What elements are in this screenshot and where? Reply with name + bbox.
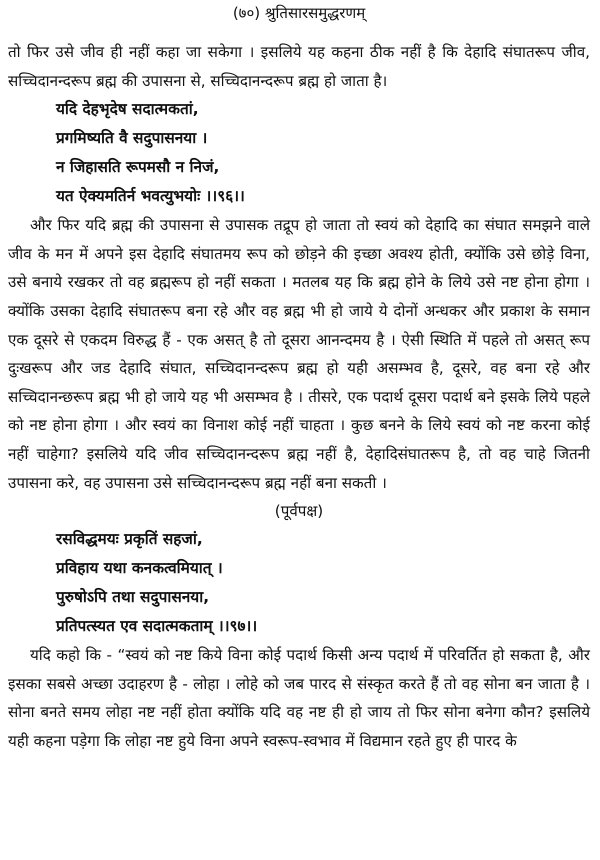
verse-97-line-3: पुरुषोऽपि तथा सदुपासनया,	[56, 588, 210, 607]
verse-97	[56, 525, 590, 641]
verse-96-line-1: यदि देहभृदेष सदात्मकतां,	[56, 100, 199, 119]
verse-96-line-3: न जिहासति रूपमसौ न निजं,	[56, 158, 220, 177]
paragraph-1: तो फिर उसे जीव ही नहीं कहा जा सकेगा । इसलिये यह कहना ठीक नहीं है कि देहादि संघातरूप जीव, सच्चिदानन्दरूप ब्रह्म की उपासना से, सच्चिदानन्दरूप ब्रह्म हो जाता है।	[8, 43, 590, 90]
verse-97-line-2: प्रविहाय यथा कनकत्वमियात् ।	[56, 559, 223, 578]
verse-97-line-4: प्रतिपत्स्यत एव सदात्मकताम् ।।९७।।	[56, 617, 258, 636]
verse-96	[56, 95, 590, 211]
verse-96-line-4: यत ऐक्यमतिर्न भवत्युभयोः ।।९६।।	[56, 187, 245, 206]
verse-97-line-1: रसविद्धमयः प्रकृतिं सहजां,	[56, 530, 203, 549]
verse-96-line-2: प्रगमिष्यति वै सदुपासनया ।	[56, 129, 208, 148]
paragraph-3: यदि कहो कि - “स्वयं को नष्ट किये विना कोई पदार्थ किसी अन्य पदार्थ में परिवर्तित हो सकता है, और इसका सबसे अच्छा उदाहरण है - लोहा । लोहे को जब पारद से संस्कृत करते हैं तो वह सोना बन जाता है । सोना बनते समय लोहा नष्ट नहीं होता क्योंकि यदि वह नष्ट ही हो जाय तो फिर सोना बनेगा कौन? इसलिये यही कहना पड़ेगा कि लोहा नष्ट हुये विना अपने स्वरूप-स्वभाव में विद्यमान रहते हुए ही पारद के	[8, 646, 590, 750]
section-heading-purvapaksha: (पूर्वपक्ष)	[274, 502, 324, 521]
page-header: (७०) श्रुतिसारसमुद्धरणम्	[232, 4, 366, 22]
paragraph-2: और फिर यदि ब्रह्म की उपासना से उपासक तद्रूप हो जाता तो स्वयं को देहादि का संघात समझने वाले जीव के मन में अपने इस देहादि संघातमय रूप को छोड़ने की इच्छा अवश्य होती, क्योंकि उसे छोड़े विना, उसे बनाये रखकर तो वह ब्रह्मरूप हो नहीं सकता । मतलब यह कि ब्रह्म होने के लिये उसे नष्ट होना होगा । क्योंकि उसका देहादि संघातरूप बना रहे और वह ब्रह्म भी हो जाये ये दोनों अन्धकर और प्रकाश के समान एक दूसरे से एकदम विरुद्ध हैं - एक असत् है तो दूसरा आनन्दमय है । ऐसी स्थिति में पहले तो असत् रूप दुःखरूप और जड देहादि संघात, सच्चिदानन्दरूप ब्रह्म हो यही असम्भव है, दूसरे, वह बना रहे और सच्चिदानन्छरूप ब्रह्म भी हो जाये यह भी असम्भव है । तीसरे, एक पदार्थ दूसरा पदार्थ बने इसके लिये पहले को नष्ट होना होगा । और स्वयं का विनाश कोई नहीं चाहता । कुछ बनने के लिये स्वयं को नष्ट करना कोई नहीं चाहेगा? इसलिये यदि जीव सच्चिदानन्दरूप ब्रह्म नहीं है, देहादिसंघातरूप है, तो वह चाहे जितनी उपासना करे, वह उपासना उसे सच्चिदानन्दरूप ब्रह्म नहीं बना सकती ।	[8, 216, 590, 492]
